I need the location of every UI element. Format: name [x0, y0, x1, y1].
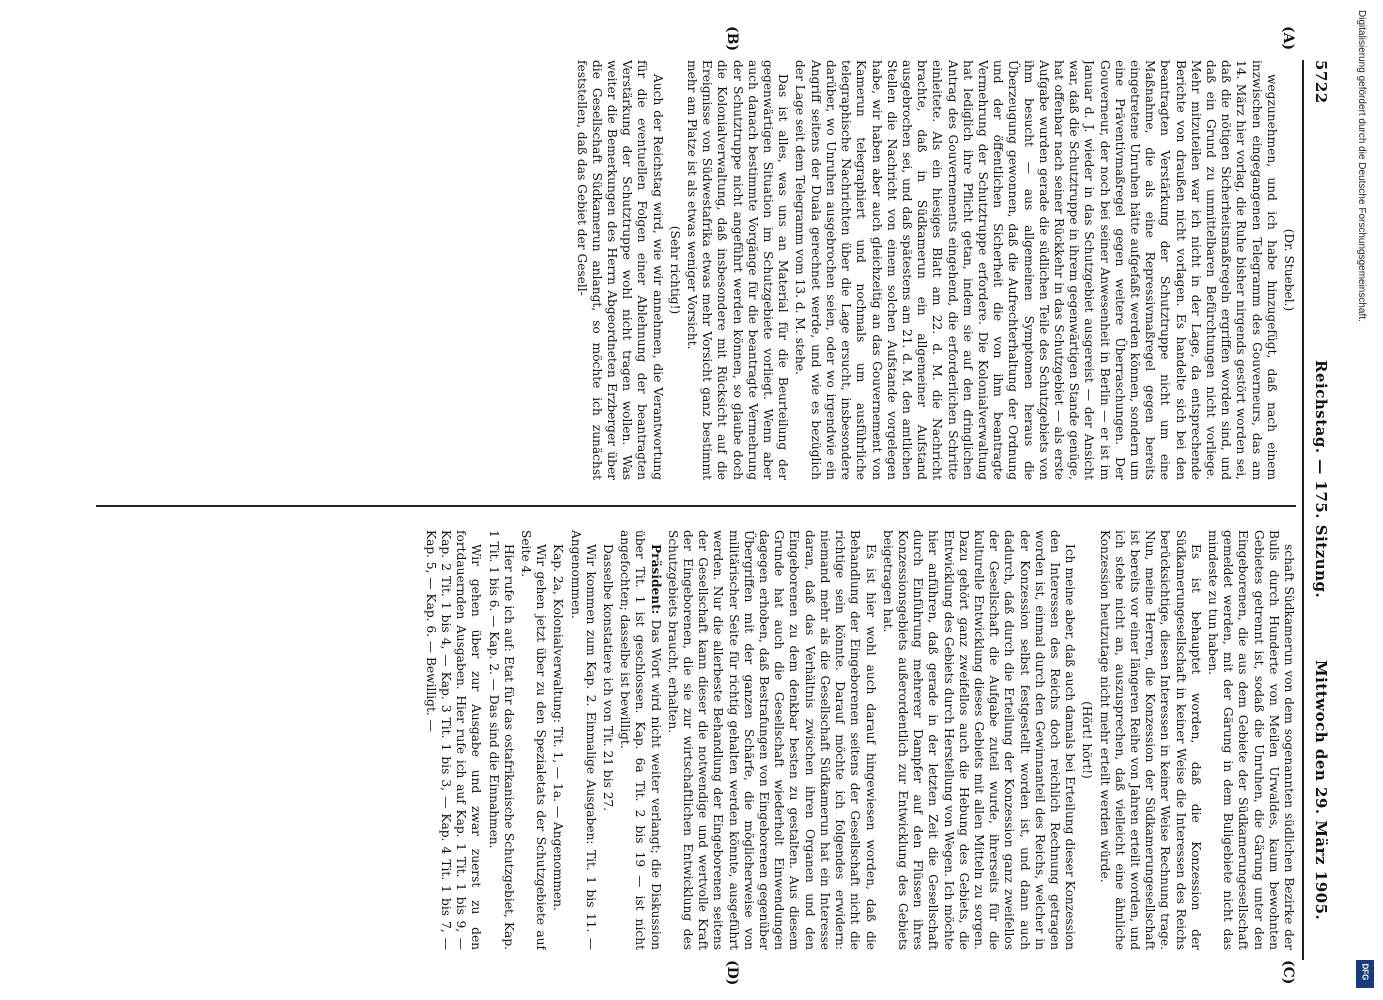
- digitization-footer: [1353, 10, 1373, 990]
- right-paragraph: Ich meine aber, daß auch damals bei Erteilung dieser Konzession den Interessen des Reichs doch reichlich Rechnung getragen worden ist, einmal durch den Gewinnanteil des Reichs, welcher in der Konzession selbst festgestellt worden ist, und dann auch dadurch, daß durch die Erteilung der Konzession ganz zweifellos der Gesellschaft die Aufgabe zuteil wurde, ihrerseits für die kulturelle Entwicklung dieses Gebiets mit allen Mitteln zu sorgen. Dazu gehört ganz zweifellos auch die Hebung des Gebiets, die Entwicklung des Gebiets durch Herstellung von Wegen. Ich möchte hier anführen, daß gerade in der letzten Zeit die Gesellschaft durch Einführung mehrerer Dampfer auf den Flüssen ihres Konzessionsgebiets außerordentlich zur Entwicklung des Gebiets beigetragen hat.: [880, 530, 1078, 950]
- proceeding-line: Wir gehen über zur Ausgabe und zwar zuerst zu den fortdauernden Ausgaben. Hier rufe ich auf Kap. 1 Tit. 1 bis 9, — Kap. 2 Tit. 1 bis 4, — Kap. 3 Tit. 1 bis 3, — Kap. 4 Tit. 1 bis 7, — Kap. 5, — Kap. 6. — Bewilligt. —: [423, 530, 484, 950]
- left-paragraph: Auch der Reichstag wird, wie wir annehmen, die Verantwortung für die eventuellen Folgen einer Ablehnung der beantragten Verstärkung der Schutztruppe wohl nicht tragen wollen. Was weiter die Bemerkungen des Herrn Abgeordneten Erzberger über die Gesellschaft Südkamerun anlangt, so möchte ich zunächst feststellen, daß das Gebiet der Gesell-: [574, 60, 665, 480]
- session-date: Mittwoch den 29. März 1905.: [1312, 660, 1330, 921]
- interjection: (Hört! hört!): [1080, 701, 1095, 779]
- president-text: Das Wort wird nicht weiter verlangt; die Diskussion über Tit. 1 ist geschlossen. Kap. 6a Tit. 2 bis 19 — ist nicht angefochten; dasselbe ist bewilligt.: [618, 530, 663, 950]
- session-title: Reichstag. — 175. Sitzung.: [1312, 360, 1330, 599]
- proceeding-line: Hier rufe ich auf: Etat für das ostafrikanische Schutzgebiet, Kap. 1 Tit. 1 bis 6. — Kap. 2. — Das sind die Einnahmen.: [486, 530, 516, 950]
- right-paragraph: schaft Südkamerun von dem sogenannten südlichen Bezirke der Bulis durch Hunderte von Meilen Urwaldes, kaum bewohnten Gebietes getrennt ist, sodaß die Unruhen, die Gärung unter den Eingeborenen, die aus dem Gebiete der Südkamerungesellschaft gemeldet werden, mit der Gärung in dem Buligebiete nicht das mindeste zu tun haben.: [1205, 530, 1296, 950]
- left-paragraph: wegzunehmen, und ich habe hinzugefügt, daß nach einem inzwischen eingegangenen Telegramm des Gouverneurs, das am 14. März hier vorlag, die Ruhe bisher nirgends gestört worden sei, daß die nötigen Sicherheitsmaßregeln ergriffen worden sind, und daß ein Grund zu unmittelbaren Befürchtungen nicht vorliege. Mehr mitzuteilen war ich nicht in der Lage, da entsprechende Berichte von draußen nicht vorlagen. Es handelte sich bei den beantragten Verstärkung der Schutztruppe nicht um eine Maßnahme, die als eine Repressivmaßregel gegen bereits eingetretene Unruhen hätte aufgefaßt werden können, sondern um eine Präventivmaßregel gegen weitere Überraschungen. Der Gouverneur, der noch bei seiner Anwesenheit in Berlin — er ist im Januar d. J. wieder in das Schutzgebiet ausgereist — der Ansicht war, daß die Schutztruppe in ihrem gegenwärtigen Stande genüge, hat offenbar nach seiner Rückkehr in das Schutzgebiet — als erste Aufgabe wurden gerade die südlichen Teile des Schutzgebiets von ihm besucht — aus allgemeinen Symptomen heraus die Überzeugung gewonnen, daß die Aufrechterhaltung der Ordnung und der öffentlichen Sicherheit die von ihm beantragte Vermehrung der Schutztruppe erfordere. Die Kolonialverwaltung hat lediglich ihre Pflicht getan, indem sie auf den dringlichen Antrag des Gouvernements eingehend, die erforderlichen Schritte einleitete. Als ein hiesiges Blatt am 22. d. M. die Nachricht brachte, daß in Südkamerun ein allgemeiner Aufstand ausgebrochen sei, und daß spätestens am 21. d. M. den amtlichen Stellen die Nachricht von einem solchen Aufstande vorgelegen habe, wir haben aber auch gleichzeitig an das Gouvernement von Kamerun telegraphiert und nochmals um ausführliche telegraphische Nachrichten über die Lage ersucht, insbesondere darüber, wo Unruhen ausgebrochen seien, oder wo irgendwie ein Angriff seitens der Duala gerechnet werde, und wie es bezüglich der Lage seit dem Telegramm vom 13. d. M. stehe.: [793, 60, 1279, 480]
- right-paragraph: Es ist hier wohl auch darauf hingewiesen worden, daß die Behandlung der Eingeborenen seitens der Gesellschaft nicht die richtige sein könnte. Darauf möchte ich folgendes erwidern: niemand mehr als die Gesellschaft Südkamerun hat ein Interesse daran, daß das Verhältnis zwischen ihren Organen und den Eingeborenen zu dem denkbar besten zu gestalten. Aus diesem Grunde hat auch die Gesellschaft wiederholt Einwendungen dagegen erhoben, daß Bestrafungen von Eingeborenen gegenüber Übergriffen mit der ganzen Schärfe, die möglicherweise von militärischer Seite für richtig gehalten werden könnte, ausgeführt werden. Nur die allerbeste Behandlung der Eingeborenen seitens der Gesellschaft kann dieser die notwendige und wertvolle Kraft der Eingeborenen, die sie zur wirtschaftlichen Entwicklung des Schutzgebiets braucht, erhalten.: [665, 530, 878, 950]
- right-column: [76, 530, 1296, 950]
- interjection: (Sehr richtig!): [667, 225, 682, 315]
- margin-marker-d: (D): [724, 960, 740, 986]
- margin-marker-a: (A): [1280, 26, 1296, 51]
- dfg-logo: DFG: [1356, 960, 1374, 988]
- left-column: [76, 60, 1296, 480]
- left-paragraph: Das ist alles, was uns an Material für die Beurteilung der gegenwärtigen Situation im Schutzgebiete vorliegt. Wenn aber auch danach bestimmte Vorgänge für die beantragte Vermehrung der Schutztruppe nicht angeführt werden können, so glaube doch die Kolonialverwaltung, daß insbesondere mit Rücksicht auf die Ereignisse von Südwestafrika etwas mehr Vorsicht ganz bestimmt mehr am Platze ist als etwas weniger Vorsicht.: [685, 60, 791, 480]
- speaker-label: (Dr. Stuebel.): [1282, 228, 1296, 312]
- margin-marker-b: (B): [724, 26, 740, 52]
- header-rule: [1302, 60, 1304, 960]
- footer-text: Digitalisierung gefördert durch die Deutsche Forschungsgemeinschaft.: [1356, 10, 1367, 322]
- president-label: Präsident:: [648, 544, 663, 615]
- proceeding-line: Wir gehen jetzt über zu den Spezialetats der Schutzgebiete auf Seite 4.: [519, 530, 549, 950]
- page-number: 5722: [1312, 60, 1330, 104]
- proceeding-line: Kap. 2a, Kolonialverwaltung: Tit. 1, — 1a. — Angenommen.: [551, 544, 566, 911]
- margin-marker-c: (C): [1280, 960, 1296, 985]
- proceeding-line: Wir kommen zum Kap. 2. Einmalige Ausgaben: Tit. 1 bis 11. — Angenommen.: [568, 530, 598, 950]
- column-divider: [96, 505, 1296, 507]
- page-header: [1308, 60, 1330, 960]
- president-statement: [617, 530, 663, 950]
- right-paragraph: Es ist behauptet worden, daß die Konzession der Südkamerungesellschaft in keiner Weise die Interessen des Reichs berücksichtige, diesen Interessen in keiner Weise Rechnung trage. Nun, meine Herren, die Konzession der Südkamerungesellschaft ist bereits vor einer längeren Reihe von Jahren erteilt worden, und ich stehe nicht an, auszusprechen, daß vielleicht eine ähnliche Konzession heutzutage nicht mehr erteilt werden würde.: [1097, 530, 1203, 950]
- rotated-page-content: [80, 26, 1330, 986]
- proceeding-line: Dasselbe konstatiere ich von Tit. 21 bis 27.: [601, 544, 616, 812]
